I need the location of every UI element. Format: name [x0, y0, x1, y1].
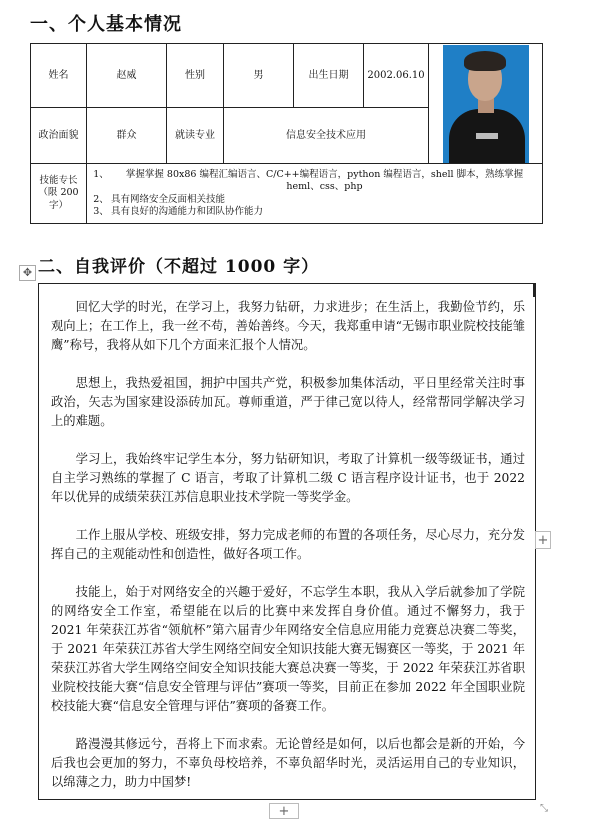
profile-photo: [443, 45, 529, 163]
section-1-title: 一、个人基本情况: [30, 14, 182, 35]
evaluation-paragraph: 路漫漫其修远兮，吾将上下而求索。无论曾经是如何，以后也都会是新的开始，今后我也会更加的努力，不辜负母校培养，不辜负韶华时光，灵活运用自己的专业知识，以绵薄之力，助力中国梦!: [51, 737, 525, 789]
major-label: 就读专业: [167, 108, 224, 164]
evaluation-paragraph: 思想上，我热爱祖国，拥护中国共产党，积极参加集体活动，平日里经常关注时事政治，矢志为国家建设添砖加瓦。尊师重道，严于律己宽以待人，经常帮同学解决学习上的难题。: [51, 376, 525, 428]
section-2-title: 二、自我评价（不超过 1000 字）: [38, 257, 320, 277]
name-value: 赵威: [87, 44, 167, 108]
political-label: 政治面貌: [31, 108, 87, 164]
gender-label: 性别: [167, 44, 224, 108]
skills-label: 技能专长（限 200 字）: [31, 164, 87, 224]
birth-value: 2002.06.10: [364, 44, 429, 108]
skills-list: [87, 164, 543, 224]
birth-label: 出生日期: [294, 44, 364, 108]
personal-info-table: [30, 43, 543, 224]
text-cursor-mark: [533, 283, 536, 297]
evaluation-paragraph: 技能上，始于对网络安全的兴趣于爱好，不忘学生本职，我从入学后就参加了学院的网络安全工作室，希望能在以后的比赛中来发挥自身价值。通过不懈努力，我于 2021 年荣获江苏省“领航杯”第六届青少年网络安全信息应用能力竞赛总决赛二等奖，于 2021 年荣获江苏省大学生网络空间安全知识技能大赛无锡赛区一等奖，于 2021 年荣获江苏省大学生网络空间安全知识技能大赛总决赛一等奖，于 2022 年荣获江苏省职业院校技能大赛“信息安全管理与评估”赛项一等奖，目前正在参加 2022 年全国职业院校技能大赛“信息安全管理与评估”赛项的备赛工作。: [51, 585, 525, 713]
skill-item: 1、 掌握掌握 80x86 编程汇编语言、C/C++编程语言，python 编程语言，shell 脚本，熟练掌握 heml、css、php: [93, 168, 524, 193]
skill-item: 2、 具有网络安全反面相关技能: [93, 193, 226, 205]
move-icon[interactable]: ✥: [19, 265, 36, 281]
add-column-button[interactable]: +: [535, 531, 551, 549]
skill-item: 3、 具有良好的沟通能力和团队协作能力: [93, 205, 264, 217]
evaluation-paragraph: 工作上服从学校、班级安排，努力完成老师的布置的各项任务，尽心尽力，充分发挥自己的主观能动性和创造性，做好各项工作。: [51, 528, 525, 561]
evaluation-paragraph: 学习上，我始终牢记学生本分，努力钻研知识，考取了计算机一级等级证书，通过自主学习熟练的掌握了 C 语言，考取了计算机二级 C 语言程序设计证书，也于 2022 年以优异的成绩荣获江苏信息职业技术学院一等奖学金。: [51, 452, 525, 504]
evaluation-paragraph: 回忆大学的时光，在学习上，我努力钻研，力求进步；在生活上，我勤俭节约，乐观向上；在工作上，我一丝不苟，善始善终。今天，我郑重申请“无锡市职业院校技能雏鹰”称号，我将从如下几个方面来汇报个人情况。: [51, 300, 525, 352]
photo-cell: [429, 44, 543, 164]
major-value: 信息安全技术应用: [224, 108, 429, 164]
political-value: 群众: [87, 108, 167, 164]
gender-value: 男: [224, 44, 294, 108]
self-evaluation-box[interactable]: [38, 283, 536, 800]
resize-icon[interactable]: ⤡: [540, 803, 548, 814]
add-row-button[interactable]: +: [269, 803, 299, 819]
name-label: 姓名: [31, 44, 87, 108]
